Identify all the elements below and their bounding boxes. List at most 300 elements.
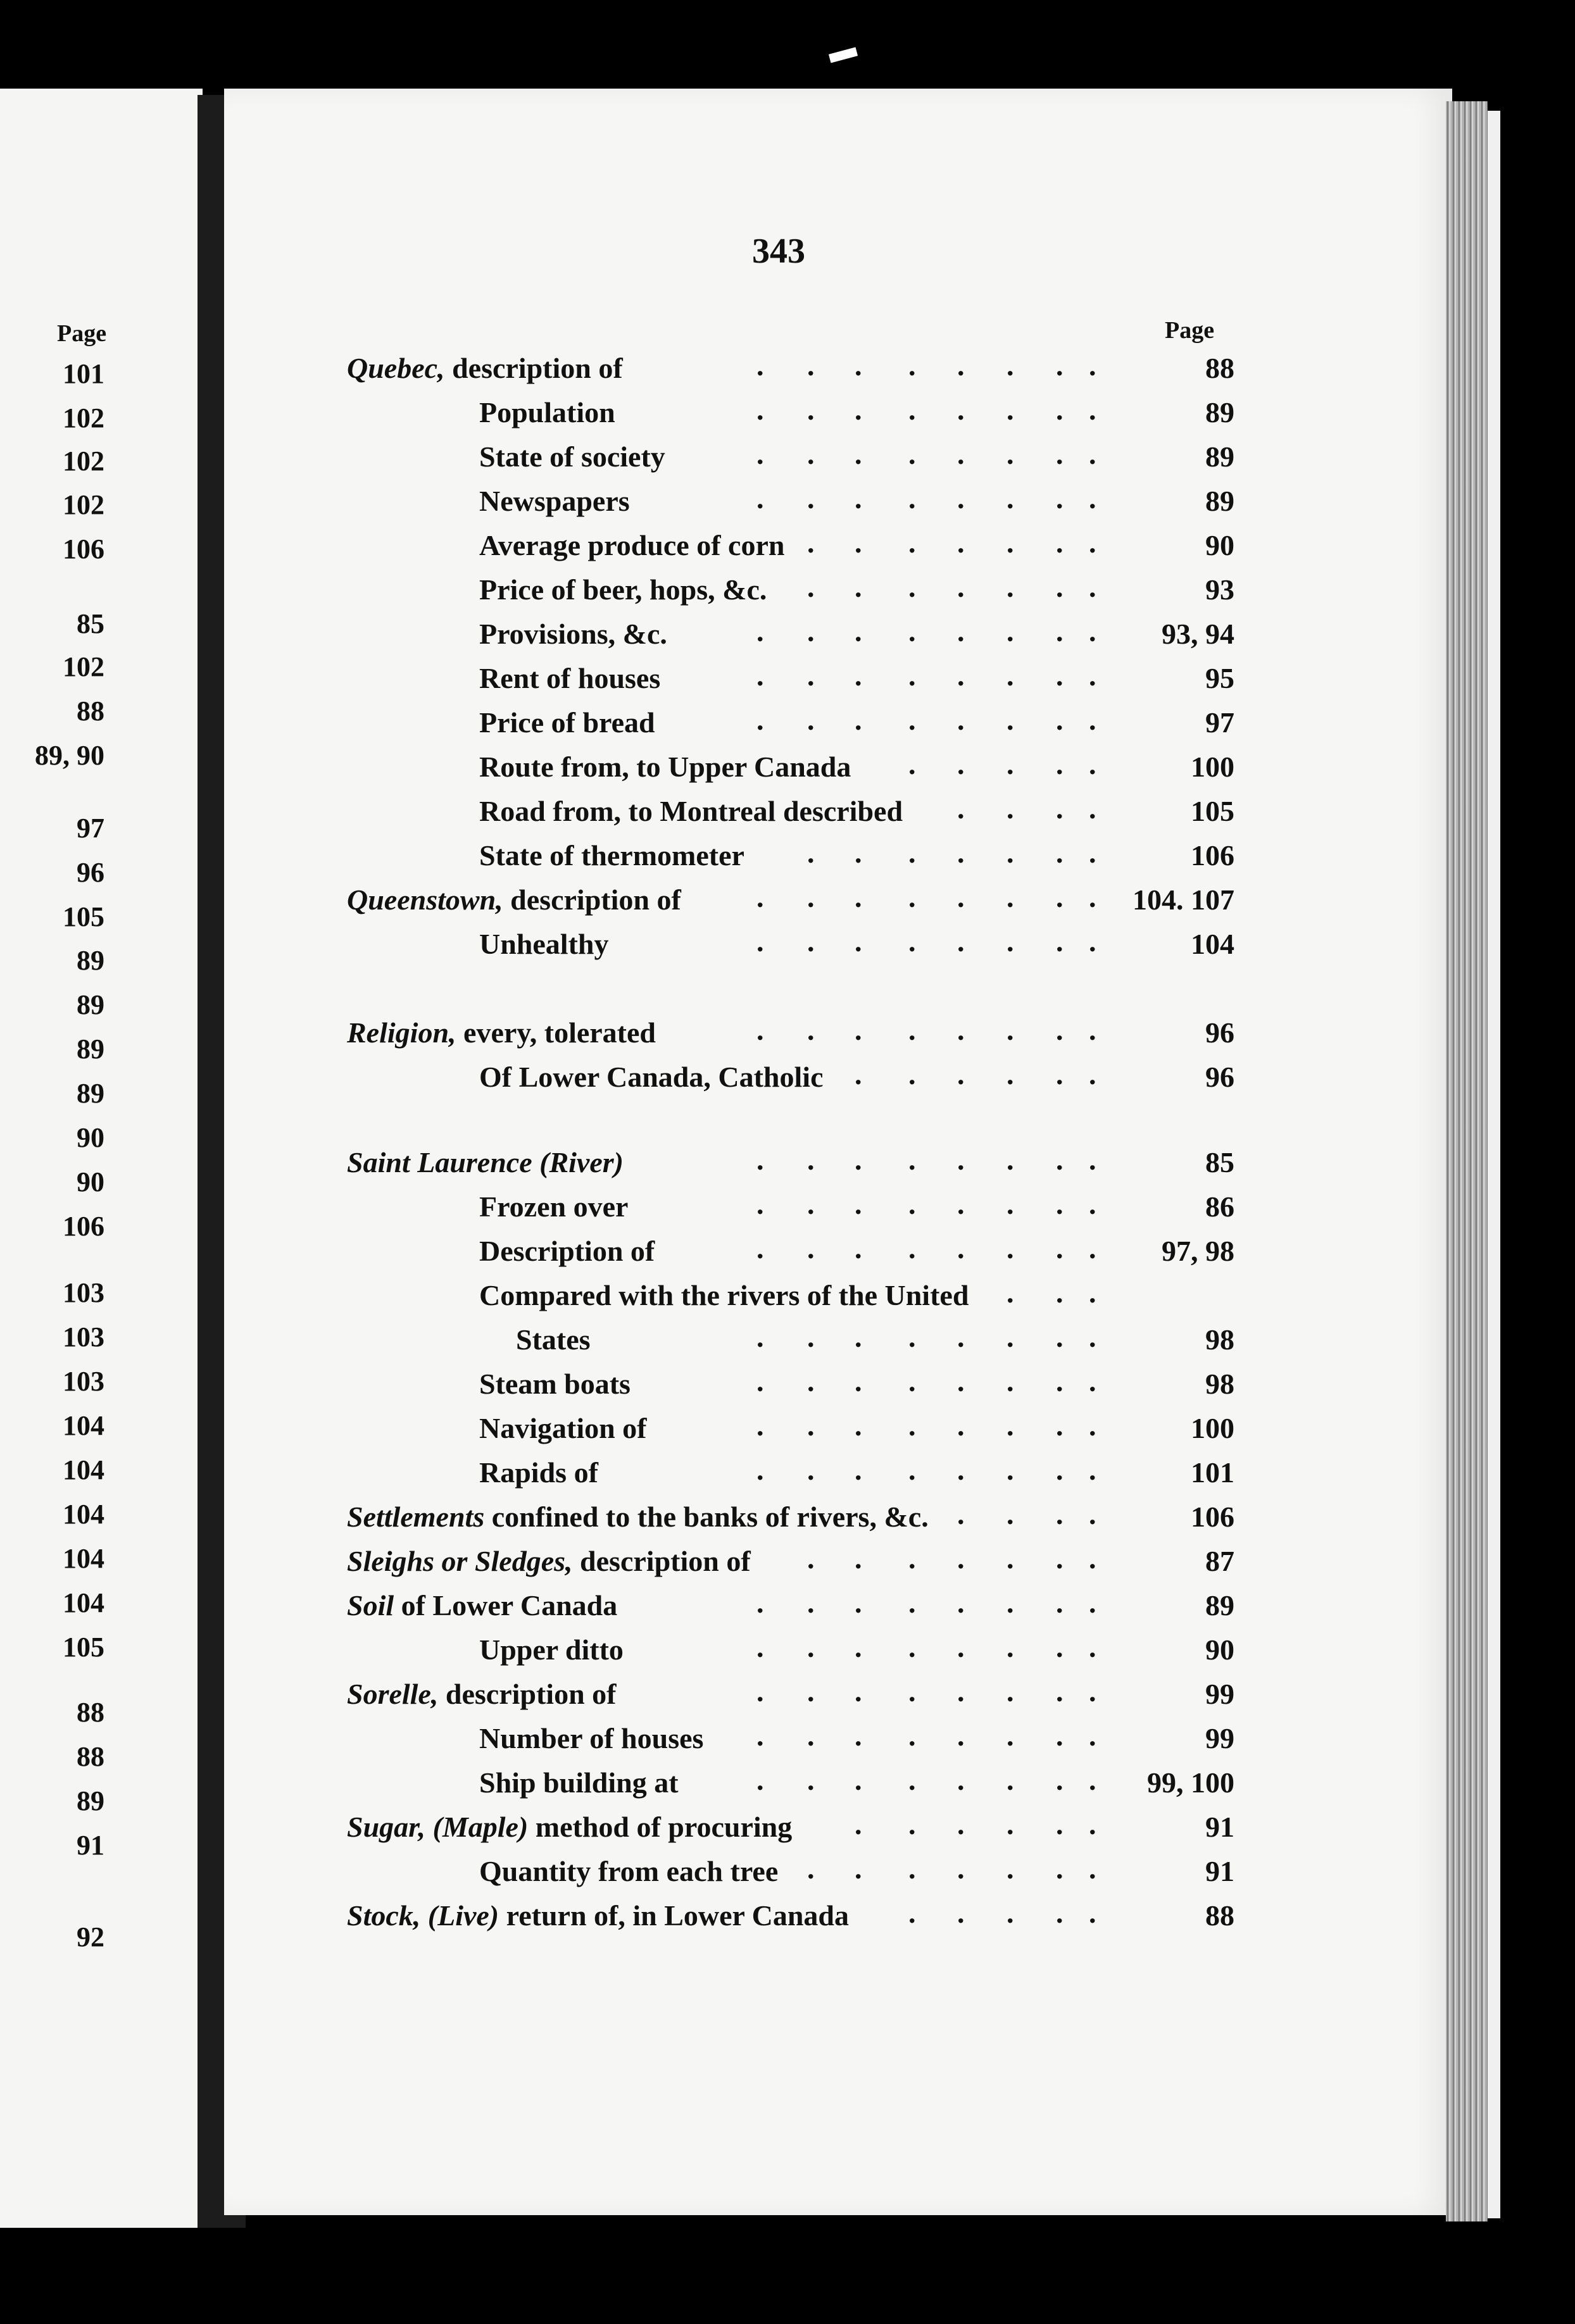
leader-dot: .: [807, 527, 815, 559]
entry-label: [479, 1190, 628, 1223]
entry-keyword: Soil: [347, 1589, 394, 1621]
leader-dot: .: [855, 1144, 862, 1176]
entry-page-ref: 90: [1205, 1634, 1234, 1666]
leader-dot: .: [807, 1631, 815, 1663]
index-entry: [347, 1810, 1234, 1851]
leader-dot: .: [957, 925, 965, 958]
leader-dot: .: [807, 925, 815, 958]
leader-dot: .: [855, 1409, 862, 1442]
entry-text: Average produce of corn: [479, 529, 785, 561]
left-page-number: 104: [63, 1410, 104, 1441]
leader-dot: .: [855, 1852, 862, 1885]
leader-dot: .: [1056, 704, 1064, 736]
entry-keyword: Queenstown,: [347, 884, 503, 916]
leader-dot: .: [1056, 1321, 1064, 1353]
leader-dot: .: [807, 881, 815, 913]
index-entry: [347, 528, 1234, 569]
leader-dot: .: [1056, 1144, 1064, 1176]
left-page-number: 103: [63, 1321, 104, 1353]
left-page-number: 90: [77, 1166, 104, 1197]
index-entry: [347, 1854, 1234, 1895]
entry-text: description of: [572, 1545, 751, 1577]
entry-text: Quantity from each tree: [479, 1855, 779, 1887]
leader-dot: .: [1089, 1852, 1096, 1885]
leader-dot: .: [855, 349, 862, 382]
leader-dot: .: [1007, 704, 1014, 736]
entry-text: Route from, to Upper Canada: [479, 751, 851, 783]
entry-text: description of: [503, 884, 681, 916]
left-page-number: 102: [63, 651, 104, 682]
leader-dot: .: [1089, 571, 1096, 603]
leader-dot: .: [756, 438, 764, 470]
entry-label: [516, 1323, 591, 1356]
leader-dot: .: [1056, 349, 1064, 382]
entry-text: description of: [438, 1678, 617, 1710]
index-entry: [347, 396, 1234, 436]
leader-dot: .: [756, 482, 764, 515]
leader-dot: .: [908, 1365, 916, 1397]
entry-label: [479, 1633, 624, 1666]
leader-dot: .: [957, 659, 965, 692]
left-page-number: 105: [63, 1632, 104, 1663]
leader-dot: .: [807, 1188, 815, 1220]
leader-dot: .: [908, 1058, 916, 1090]
leader-dot: .: [1007, 881, 1014, 913]
leader-dot: .: [908, 1587, 916, 1619]
leader-dot: .: [1089, 659, 1096, 692]
leader-dot: .: [1089, 792, 1096, 825]
leader-dot: .: [908, 1232, 916, 1265]
leader-dot: .: [1056, 1808, 1064, 1840]
leader-dot: .: [1056, 748, 1064, 780]
leader-dot: .: [1089, 1188, 1096, 1220]
leader-dot: .: [855, 1675, 862, 1708]
left-page-number: 89: [77, 1034, 104, 1065]
left-page-number: 89: [77, 1078, 104, 1109]
entry-text: every, tolerated: [456, 1016, 656, 1049]
leader-dot: .: [756, 394, 764, 426]
leader-dot: .: [957, 1808, 965, 1840]
entry-page-ref: 98: [1205, 1368, 1234, 1400]
leader-dot: .: [855, 1232, 862, 1265]
entry-label: [347, 1589, 617, 1622]
left-page-number: 104: [63, 1587, 104, 1618]
leader-dot: .: [1007, 482, 1014, 515]
leader-dot: .: [1056, 659, 1064, 692]
leader-dot: .: [855, 881, 862, 913]
page-fore-edge: [1446, 101, 1488, 2221]
leader-dot: .: [756, 925, 764, 958]
leader-dot: .: [1007, 748, 1014, 780]
index-entry: [347, 1060, 1234, 1101]
left-page-number: 102: [63, 489, 104, 520]
leader-dot: .: [1056, 881, 1064, 913]
leader-dot: .: [1056, 438, 1064, 470]
leader-dot: .: [957, 1409, 965, 1442]
leader-dot: .: [1056, 1188, 1064, 1220]
leader-dot: .: [1007, 1498, 1014, 1530]
entry-page-ref: 101: [1191, 1456, 1234, 1489]
leader-dot: .: [957, 792, 965, 825]
entry-keyword: Stock, (Live): [347, 1899, 499, 1932]
index-entry: [347, 1278, 1234, 1319]
left-page-number: 90: [77, 1122, 104, 1153]
leader-dot: .: [908, 1409, 916, 1442]
leader-dot: .: [957, 1897, 965, 1929]
entry-label: [479, 1367, 631, 1401]
leader-dot: .: [957, 1014, 965, 1046]
entry-page-ref: 96: [1205, 1061, 1234, 1093]
leader-dot: .: [1089, 1587, 1096, 1619]
entry-label: [479, 706, 655, 739]
leader-dot: .: [1007, 1720, 1014, 1752]
leader-dot: .: [807, 837, 815, 869]
leader-dot: .: [1089, 1365, 1096, 1397]
entry-keyword: Settlements: [347, 1501, 485, 1533]
leader-dot: .: [1089, 1454, 1096, 1486]
leader-dot: .: [957, 571, 965, 603]
entry-page-ref: 91: [1205, 1811, 1234, 1843]
leader-dot: .: [855, 1587, 862, 1619]
leader-dot: .: [807, 1852, 815, 1885]
index-entry: [347, 1544, 1234, 1585]
leader-dot: .: [855, 659, 862, 692]
entry-page-ref: 93: [1205, 573, 1234, 606]
leader-dot: .: [807, 1542, 815, 1575]
entry-keyword: Saint Laurence (River): [347, 1146, 624, 1178]
leader-dot: .: [855, 1454, 862, 1486]
leader-dot: .: [1089, 1720, 1096, 1752]
leader-dot: .: [855, 438, 862, 470]
leader-dot: .: [1007, 1675, 1014, 1708]
leader-dot: .: [807, 1144, 815, 1176]
entry-label: [479, 1234, 655, 1268]
leader-dot: .: [756, 881, 764, 913]
index-entry: [347, 1234, 1234, 1275]
leader-dot: .: [1056, 1720, 1064, 1752]
leader-dot: .: [855, 394, 862, 426]
leader-dot: .: [1056, 394, 1064, 426]
leader-dot: .: [807, 571, 815, 603]
leader-dot: .: [1007, 438, 1014, 470]
entry-page-ref: 104. 107: [1133, 884, 1234, 916]
leader-dot: .: [1007, 1014, 1014, 1046]
leader-dot: .: [1089, 1897, 1096, 1929]
leader-dot: .: [807, 659, 815, 692]
entry-keyword: Sorelle,: [347, 1678, 439, 1710]
leader-dot: .: [756, 1631, 764, 1663]
entry-text: description of: [444, 352, 623, 384]
leader-dot: .: [855, 925, 862, 958]
leader-dot: .: [1007, 1232, 1014, 1265]
leader-dot: .: [1007, 349, 1014, 382]
leader-dot: .: [1007, 1852, 1014, 1885]
leader-dot: .: [908, 438, 916, 470]
leader-dot: .: [855, 1631, 862, 1663]
leader-dot: .: [957, 1058, 965, 1090]
leader-dot: .: [957, 527, 965, 559]
entry-page-ref: 89: [1205, 485, 1234, 517]
leader-dot: .: [1089, 349, 1096, 382]
entry-label: [479, 528, 784, 562]
leader-dot: .: [1056, 837, 1064, 869]
leader-dot: .: [855, 1014, 862, 1046]
entry-text: confined to the banks of rivers, &c.: [484, 1501, 929, 1533]
leader-dot: .: [1089, 1631, 1096, 1663]
leader-dot: .: [1089, 1232, 1096, 1265]
leader-dot: .: [957, 1764, 965, 1796]
leader-dot: .: [1089, 1409, 1096, 1442]
leader-dot: .: [1089, 1808, 1096, 1840]
leader-dot: .: [1007, 1365, 1014, 1397]
leader-dot: .: [1007, 1454, 1014, 1486]
left-page-number: 89: [77, 989, 104, 1020]
index-entry: [347, 1323, 1234, 1363]
backing-sheet: [1488, 111, 1500, 2218]
entry-keyword: Quebec,: [347, 352, 445, 384]
left-page-number: 97: [77, 813, 104, 844]
leader-dot: .: [908, 571, 916, 603]
leader-dot: .: [1007, 1542, 1014, 1575]
leader-dot: .: [908, 1808, 916, 1840]
leader-dot: .: [1056, 1232, 1064, 1265]
leader-dot: .: [1007, 1631, 1014, 1663]
leader-dot: .: [807, 1587, 815, 1619]
leader-dot: .: [855, 615, 862, 647]
leader-dot: .: [1056, 925, 1064, 958]
index-entry: [347, 617, 1234, 658]
left-page-number: 103: [63, 1366, 104, 1397]
leader-dot: .: [1089, 1058, 1096, 1090]
leader-dot: .: [807, 438, 815, 470]
leader-dot: .: [807, 1365, 815, 1397]
leader-dot: .: [908, 1188, 916, 1220]
index-entry: [347, 1589, 1234, 1629]
entry-label: [479, 484, 630, 518]
leader-dot: .: [957, 1542, 965, 1575]
entry-page-ref: 89: [1205, 440, 1234, 473]
entry-label: [347, 1810, 792, 1844]
entry-text: Upper ditto: [479, 1634, 624, 1666]
leader-dot: .: [1056, 1277, 1064, 1309]
leader-dot: .: [957, 1144, 965, 1176]
entry-label: [347, 1500, 929, 1534]
leader-dot: .: [807, 1675, 815, 1708]
leader-dot: .: [908, 1014, 916, 1046]
entry-page-ref: 97: [1205, 706, 1234, 739]
index-entry: [347, 1411, 1234, 1452]
leader-dot: .: [1089, 615, 1096, 647]
entry-text: State of thermometer: [479, 839, 744, 872]
page-column-header: Page: [1165, 317, 1215, 344]
left-page-number: 91: [77, 1830, 104, 1861]
leader-dot: .: [855, 1365, 862, 1397]
leader-dot: .: [1056, 1014, 1064, 1046]
leader-dot: .: [855, 1764, 862, 1796]
entry-page-ref: 96: [1205, 1016, 1234, 1049]
entry-label: [347, 1016, 656, 1049]
left-page-number: 85: [77, 608, 104, 639]
entry-page-ref: 98: [1205, 1323, 1234, 1356]
leader-dot: .: [1007, 1764, 1014, 1796]
leader-dot: .: [1056, 1542, 1064, 1575]
left-page-number: 101: [63, 358, 104, 389]
left-page-number: 104: [63, 1499, 104, 1530]
leader-dot: .: [957, 1852, 965, 1885]
entry-label: [479, 794, 903, 828]
index-entry: [347, 1633, 1234, 1673]
leader-dot: .: [1007, 1188, 1014, 1220]
entry-text: Steam boats: [479, 1368, 631, 1400]
left-page-number: 102: [63, 403, 104, 434]
entry-label: [479, 396, 615, 429]
left-page-number: 88: [77, 696, 104, 727]
leader-dot: .: [1056, 1675, 1064, 1708]
leader-dot: .: [957, 1720, 965, 1752]
leader-dot: .: [957, 394, 965, 426]
leader-dot: .: [1089, 925, 1096, 958]
entry-label: [479, 661, 660, 695]
leader-dot: .: [1007, 837, 1014, 869]
leader-dot: .: [908, 1631, 916, 1663]
leader-dot: .: [807, 1014, 815, 1046]
leader-dot: .: [908, 1764, 916, 1796]
leader-dot: .: [908, 1852, 916, 1885]
leader-dot: .: [1056, 527, 1064, 559]
leader-dot: .: [1007, 571, 1014, 603]
leader-dot: .: [908, 527, 916, 559]
leader-dot: .: [1056, 1631, 1064, 1663]
entry-text: Price of bread: [479, 706, 655, 739]
entry-text: Navigation of: [479, 1412, 647, 1444]
leader-dot: .: [1007, 615, 1014, 647]
leader-dot: .: [957, 482, 965, 515]
leader-dot: .: [855, 1720, 862, 1752]
entry-page-ref: 105: [1191, 795, 1234, 827]
leader-dot: .: [855, 1321, 862, 1353]
leader-dot: .: [1089, 748, 1096, 780]
leader-dot: .: [855, 527, 862, 559]
entry-text: Compared with the rivers of the United: [479, 1279, 969, 1311]
leader-dot: .: [1056, 1498, 1064, 1530]
leader-dot: .: [908, 615, 916, 647]
leader-dot: .: [908, 1675, 916, 1708]
leader-dot: .: [957, 1675, 965, 1708]
entry-label: [479, 1411, 647, 1445]
leader-dot: .: [908, 837, 916, 869]
leader-dot: .: [1089, 1542, 1096, 1575]
leader-dot: .: [756, 1720, 764, 1752]
entry-text: Number of houses: [479, 1722, 704, 1754]
leader-dot: .: [1007, 1058, 1014, 1090]
entry-label: [479, 440, 665, 473]
leader-dot: .: [908, 925, 916, 958]
leader-dot: .: [908, 394, 916, 426]
index-entry: [347, 661, 1234, 702]
leader-dot: .: [756, 1014, 764, 1046]
index-entry: [347, 1766, 1234, 1806]
leader-dot: .: [908, 704, 916, 736]
leader-dot: .: [855, 482, 862, 515]
leader-dot: .: [1089, 1675, 1096, 1708]
leader-dot: .: [1007, 1587, 1014, 1619]
entry-page-ref: 93, 94: [1162, 618, 1234, 650]
leader-dot: .: [756, 1764, 764, 1796]
leader-dot: .: [957, 1631, 965, 1663]
entry-text: Rapids of: [479, 1456, 598, 1489]
entry-page-ref: 99: [1205, 1678, 1234, 1710]
leader-dot: .: [957, 1232, 965, 1265]
index-entry: [347, 1899, 1234, 1939]
leader-dot: .: [1007, 1277, 1014, 1309]
entry-page-ref: 100: [1191, 751, 1234, 783]
entry-page-ref: 106: [1191, 839, 1234, 872]
entry-label: [347, 1677, 617, 1711]
leader-dot: .: [1007, 1808, 1014, 1840]
entry-label: [479, 1456, 598, 1489]
entry-text: Newspapers: [479, 485, 630, 517]
entry-text: States: [516, 1323, 591, 1356]
leader-dot: .: [1007, 659, 1014, 692]
entry-text: Price of beer, hops, &c.: [479, 573, 767, 606]
leader-dot: .: [1089, 881, 1096, 913]
leader-dot: .: [957, 1498, 965, 1530]
entry-page-ref: 99: [1205, 1722, 1234, 1754]
entry-text: Frozen over: [479, 1190, 629, 1223]
leader-dot: .: [807, 394, 815, 426]
leader-dot: .: [1089, 394, 1096, 426]
leader-dot: .: [1056, 1454, 1064, 1486]
entry-text: Description of: [479, 1235, 655, 1267]
leader-dot: .: [756, 1365, 764, 1397]
leader-dot: .: [855, 571, 862, 603]
leader-dot: .: [807, 1764, 815, 1796]
left-page-number: 104: [63, 1454, 104, 1485]
leader-dot: .: [908, 1542, 916, 1575]
entry-page-ref: 104: [1191, 928, 1234, 960]
leader-dot: .: [807, 1321, 815, 1353]
leader-dot: .: [807, 704, 815, 736]
leader-dot: .: [908, 1897, 916, 1929]
leader-dot: .: [908, 1321, 916, 1353]
entry-page-ref: 95: [1205, 662, 1234, 694]
leader-dot: .: [957, 748, 965, 780]
entry-label: [347, 1146, 624, 1179]
leader-dot: .: [1007, 1321, 1014, 1353]
leader-dot: .: [908, 1454, 916, 1486]
leader-dot: .: [756, 1144, 764, 1176]
leader-dot: .: [756, 1188, 764, 1220]
leader-dot: .: [1089, 1014, 1096, 1046]
entry-label: [479, 617, 667, 651]
entry-page-ref: 85: [1205, 1146, 1234, 1178]
leader-dot: .: [807, 1454, 815, 1486]
leader-dot: .: [756, 615, 764, 647]
leader-dot: .: [957, 837, 965, 869]
leader-dot: .: [1007, 925, 1014, 958]
leader-dot: .: [908, 1720, 916, 1752]
leader-dot: .: [1056, 1365, 1064, 1397]
entry-label: [479, 750, 851, 784]
entry-text: Provisions, &c.: [479, 618, 667, 650]
leader-dot: .: [807, 615, 815, 647]
leader-dot: .: [908, 659, 916, 692]
index-entry: [347, 839, 1234, 879]
left-page-column-header: Page: [57, 320, 107, 347]
index-entry: [347, 1016, 1234, 1056]
leader-dot: .: [908, 1144, 916, 1176]
entry-text: State of society: [479, 440, 665, 473]
